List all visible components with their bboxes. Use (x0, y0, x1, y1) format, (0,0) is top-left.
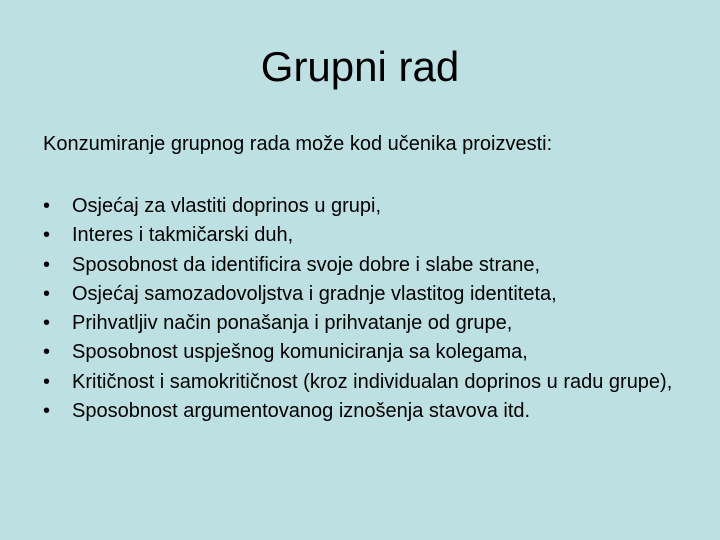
list-item (43, 251, 683, 280)
list-item-text: Interes i takmičarski duh, (72, 224, 294, 247)
bullet-icon: • (43, 195, 51, 217)
list-item (43, 397, 683, 426)
list-item (43, 338, 683, 367)
list-item (43, 221, 683, 250)
bullet-list (43, 192, 683, 426)
list-item (43, 280, 683, 309)
list-item-text: Kritičnost i samokritičnost (kroz individualan doprinos u radu grupe), (72, 370, 673, 393)
list-item (43, 192, 683, 221)
list-item (43, 368, 683, 397)
bullet-icon: • (43, 370, 51, 393)
list-item-text: Prihvatljiv način ponašanja i prihvatanje od grupe, (72, 312, 513, 335)
list-item-text: Sposobnost uspješnog komuniciranja sa kolegama, (72, 341, 528, 364)
list-item-text: Sposobnost argumentovanog iznošenja stavova itd. (72, 400, 531, 423)
bullet-icon: • (43, 341, 51, 364)
list-item (43, 309, 683, 338)
list-item-text: Osjećaj za vlastiti doprinos u grupi, (72, 195, 382, 217)
bullet-icon: • (43, 224, 51, 247)
bullet-icon: • (43, 400, 51, 423)
list-item-text: Sposobnost da identificira svoje dobre i slabe strane, (72, 253, 541, 276)
intro-text: Konzumiranje grupnog rada može kod učenika proizvesti: (43, 133, 553, 155)
bullet-icon: • (43, 282, 51, 305)
slide-title: Grupni rad (260, 43, 460, 90)
bullet-icon: • (43, 312, 51, 335)
list-item-text: Osjećaj samozadovoljstva i gradnje vlastitog identiteta, (72, 282, 557, 305)
bullet-icon: • (43, 253, 51, 276)
